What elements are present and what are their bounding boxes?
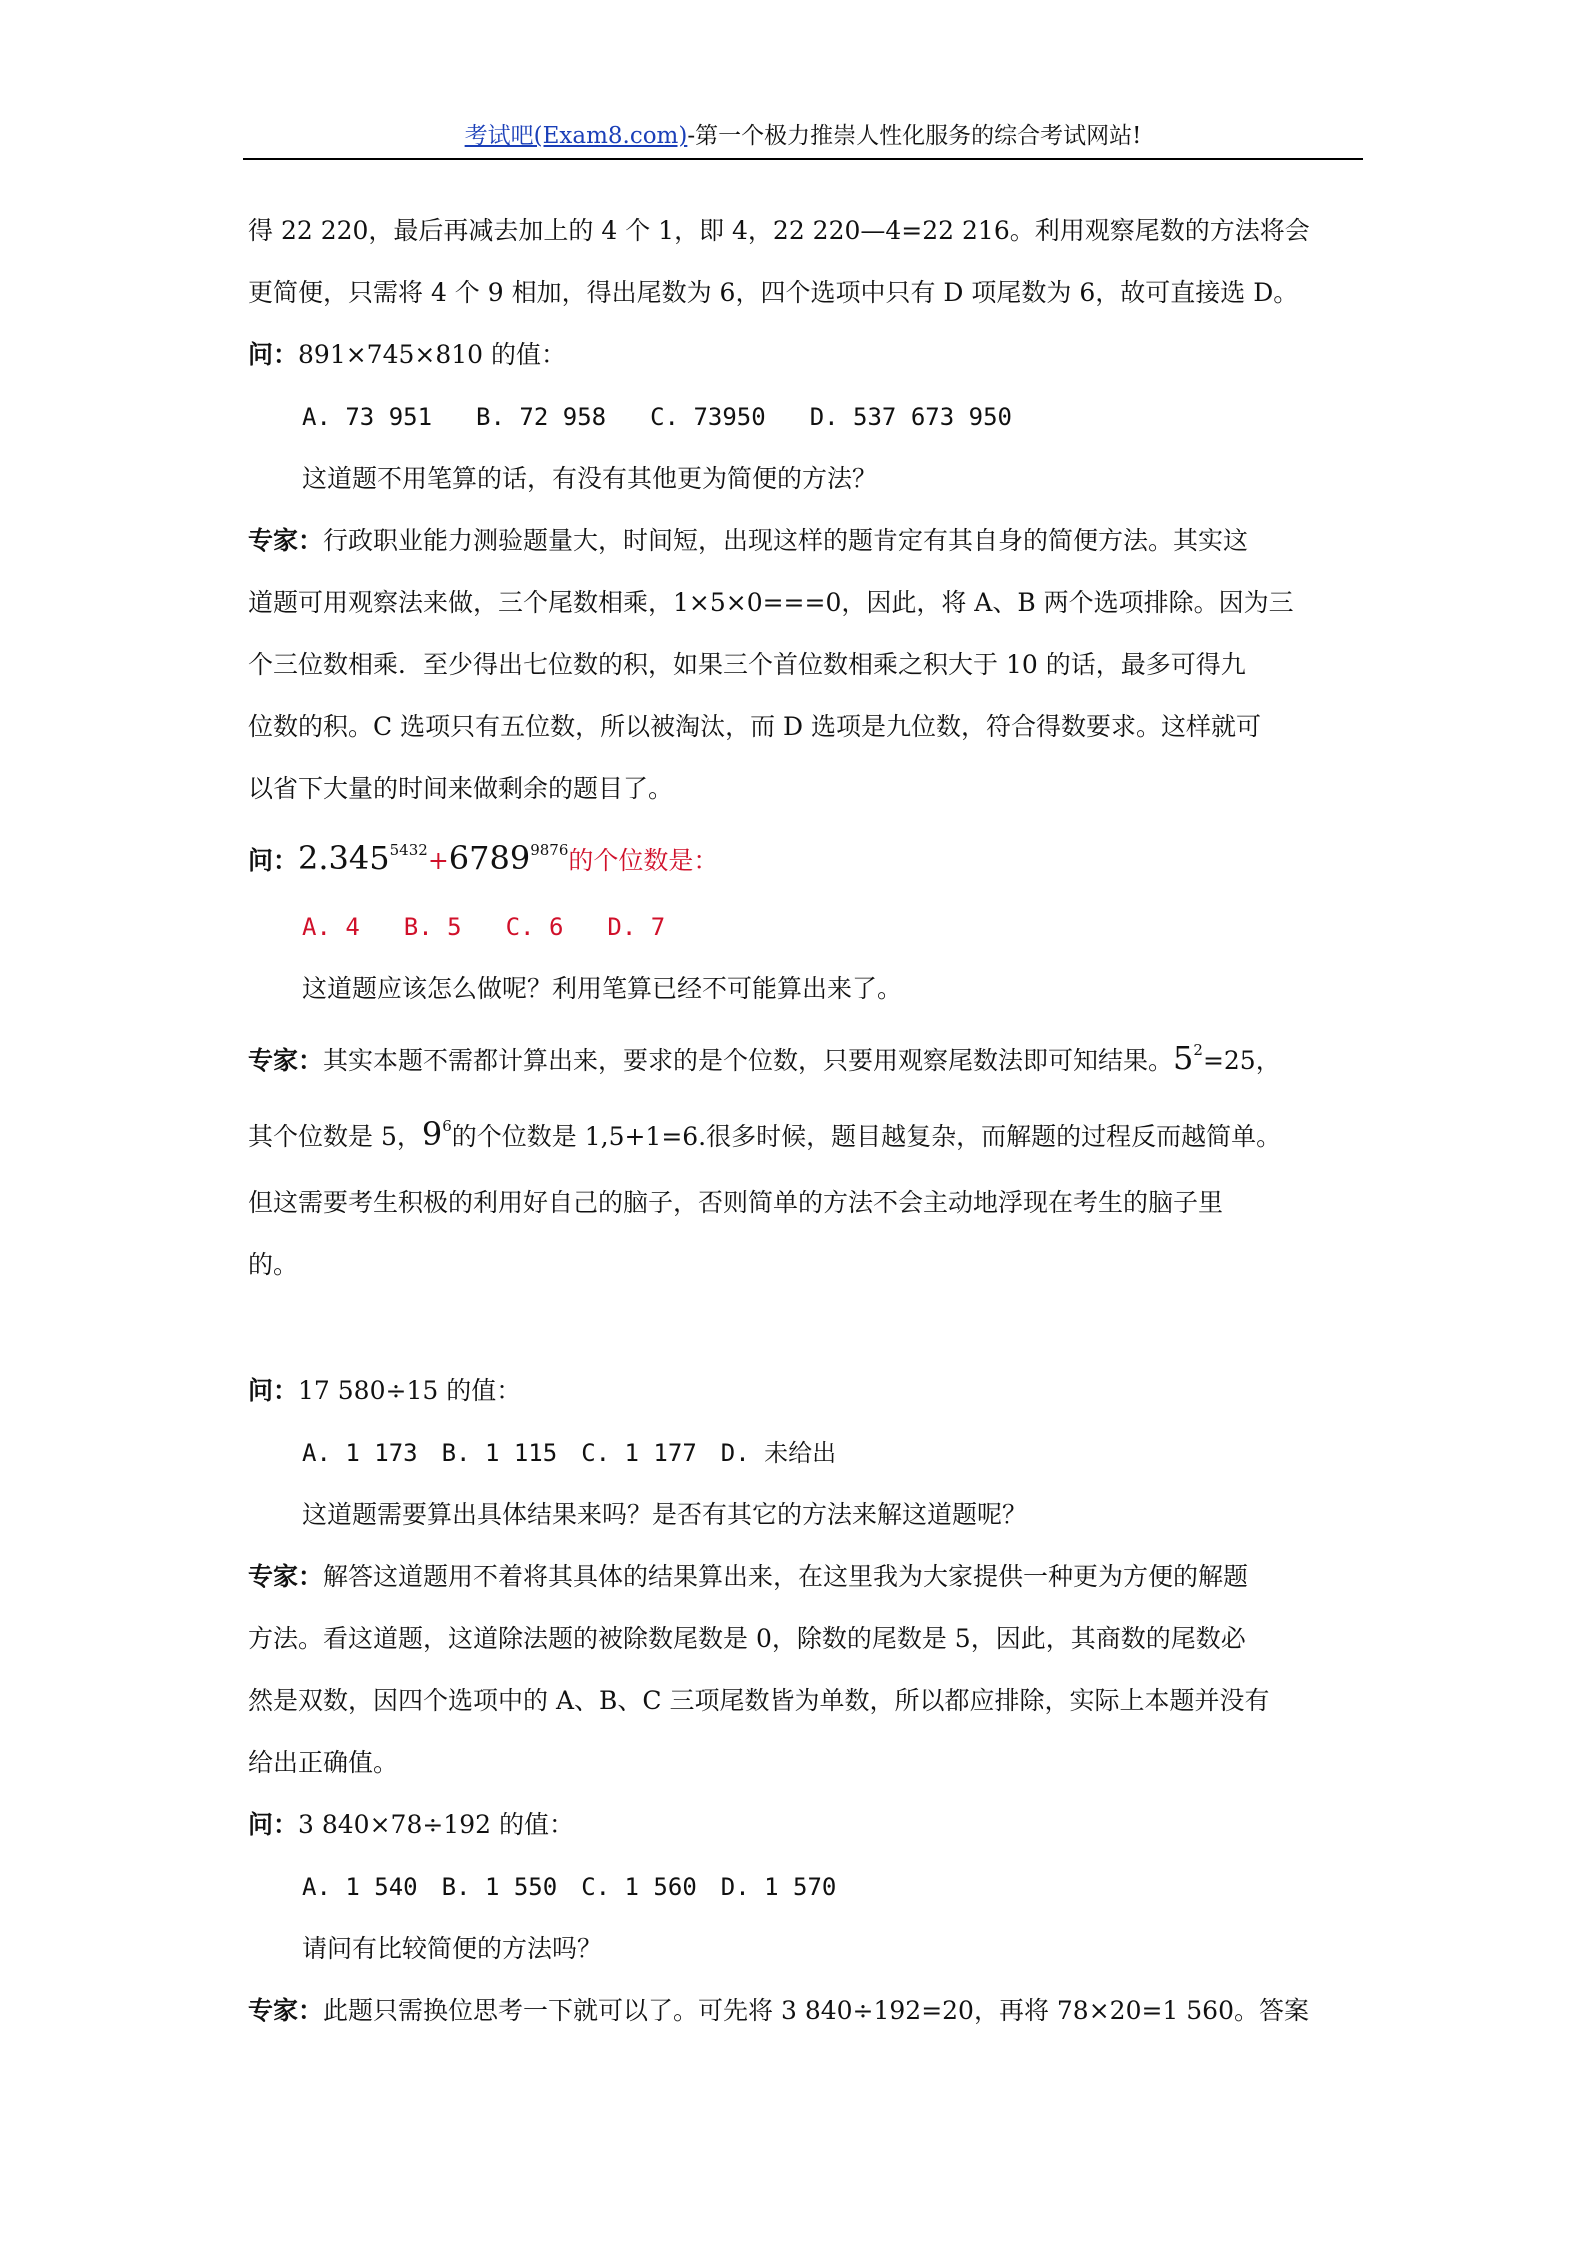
q2-option-d: D. 7 [607,913,666,941]
q4-option-d: D. 1 570 [720,1873,837,1901]
expert-label: 专家： [248,1562,324,1591]
document-body [248,200,1363,2042]
q4-answer-1: 此题只需换位思考一下就可以了。可先将 3 840÷192=20，再将 78×20=1 560。答案 [323,1996,1309,2025]
q2-answer-line-2 [248,1096,1363,1172]
q2-option-b: B. 5 [403,913,462,941]
q2-option-a: A. 4 [302,913,360,941]
q3-answer-line-4: 给出正确值。 [248,1748,399,1777]
q4-answer-line-1 [248,1980,1363,2042]
q1-option-d: D. 537 673 950 [809,403,1012,431]
expert-label: 专家： [248,526,324,555]
q1-ask: 这道题不用笔算的话，有没有其他更为简便的方法？ [302,464,878,493]
q2-power-exp-6: 6 [442,1117,452,1135]
q3-answer-line-3: 然是双数，因四个选项中的 A、B、C 三项尾数皆为单数，所以都应排除，实际上本题并没有 [248,1686,1270,1715]
q1-question-line [248,324,1363,386]
expert-label: 专家： [248,1996,324,2025]
q1-option-b: B. 72 958 [476,403,607,431]
q2-options [248,896,1363,958]
intro-line-2: 更简便，只需将 4 个 9 相加，得出尾数为 6，四个选项中只有 D 项尾数为 6，故可直接选 D。 [248,278,1299,307]
q2-question-line [248,820,1363,896]
question-label: 问： [248,340,299,369]
q2-question-tail: 的个位数是： [568,846,719,875]
q2-power-exp-2: 2 [1193,1041,1203,1059]
q4-option-b: B. 1 550 [441,1873,558,1901]
q2-answer-1: 其实本题不需都计算出来，要求的是个位数，只要用观察尾数法即可知结果。 [323,1046,1174,1075]
q4-ask: 请问有比较简便的方法吗？ [302,1934,603,1963]
q2-exponent-1: 5432 [389,841,428,859]
q3-options [248,1422,1363,1484]
q3-answer-1: 解答这道题用不着将其具体的结果算出来，在这里我为大家提供一种更为方便的解题 [323,1562,1249,1591]
q3-answer-line-2: 方法。看这道题，这道除法题的被除数尾数是 0，除数的尾数是 5，因此，其商数的尾数必 [248,1624,1246,1653]
q3-option-d: D. 未给出 [720,1439,837,1467]
q4-option-c: C. 1 560 [581,1873,697,1901]
q2-power-base-5: 5 [1173,1039,1194,1077]
q2-answer-2-end: 的个位数是 1,5+1=6.很多时候，题目越复杂，而解题的过程反而越简单。 [451,1122,1282,1151]
question-label: 问： [248,846,299,875]
site-tagline: -第一个极力推崇人性化服务的综合考试网站! [687,123,1142,149]
q4-option-a: A. 1 540 [302,1873,418,1901]
spacer [248,1296,1363,1360]
q2-answer-line-3: 但这需要考生积极的利用好自己的脑子，否则简单的方法不会主动地浮现在考生的脑子里 [248,1188,1224,1217]
q2-exponent-2: 9876 [530,841,569,859]
q1-option-c: C. 73950 [650,403,766,431]
q1-answer-line-5: 以省下大量的时间来做剩余的题目了。 [248,774,674,803]
q2-plus: + [427,846,449,875]
question-label: 问： [248,1376,299,1405]
q2-answer-line-1 [248,1020,1363,1096]
q2-power-base-9: 9 [421,1115,443,1153]
q3-option-a: A. 1 173 [302,1439,418,1467]
question-label: 问： [248,1810,299,1839]
intro-line-1: 得 22 220，最后再减去加上的 4 个 1，即 4，22 220—4=22 216。利用观察尾数的方法将会 [248,216,1310,245]
q2-base-2: 6789 [448,839,531,877]
q4-question-line [248,1794,1363,1856]
site-link[interactable]: 考试吧(Exam8.com) [464,123,688,149]
q2-answer-1-end: =25， [1202,1046,1281,1075]
q2-option-c: C. 6 [505,913,564,941]
q1-options [248,386,1363,448]
expert-label: 专家： [248,1046,324,1075]
q3-option-b: B. 1 115 [441,1439,558,1467]
q3-answer-line-1 [248,1546,1363,1608]
q2-ask: 这道题应该怎么做呢？利用笔算已经不可能算出来了。 [302,974,903,1003]
q4-question: 3 840×78÷192 的值： [298,1810,574,1839]
q1-answer-line-3: 个三位数相乘．至少得出七位数的积，如果三个首位数相乘之积大于 10 的话，最多可得九 [248,650,1246,679]
q2-answer-line-4: 的。 [248,1250,299,1279]
q4-options [248,1856,1363,1918]
page-header [243,118,1363,160]
q1-answer-line-4: 位数的积。C 选项只有五位数，所以被淘汰，而 D 选项是九位数，符合得数要求。这样就可 [248,712,1262,741]
q3-question: 17 580÷15 的值： [298,1376,522,1405]
q2-base-1: 2.345 [298,839,390,877]
q3-question-line [248,1360,1363,1422]
q1-option-a: A. 73 951 [302,403,433,431]
q1-answer-1: 行政职业能力测验题量大，时间短，出现这样的题肯定有其自身的简便方法。其实这 [323,526,1249,555]
q1-question: 891×745×810 的值： [298,340,567,369]
q1-answer-line-1 [248,510,1363,572]
q3-ask: 这道题需要算出具体结果来吗？是否有其它的方法来解这道题呢？ [302,1500,1028,1529]
q1-answer-line-2: 道题可用观察法来做，三个尾数相乘，1×5×0===0，因此，将 A、B 两个选项排除。因为三 [248,588,1294,617]
q2-answer-2-start: 其个位数是 5， [248,1122,422,1151]
q3-option-c: C. 1 177 [581,1439,697,1467]
